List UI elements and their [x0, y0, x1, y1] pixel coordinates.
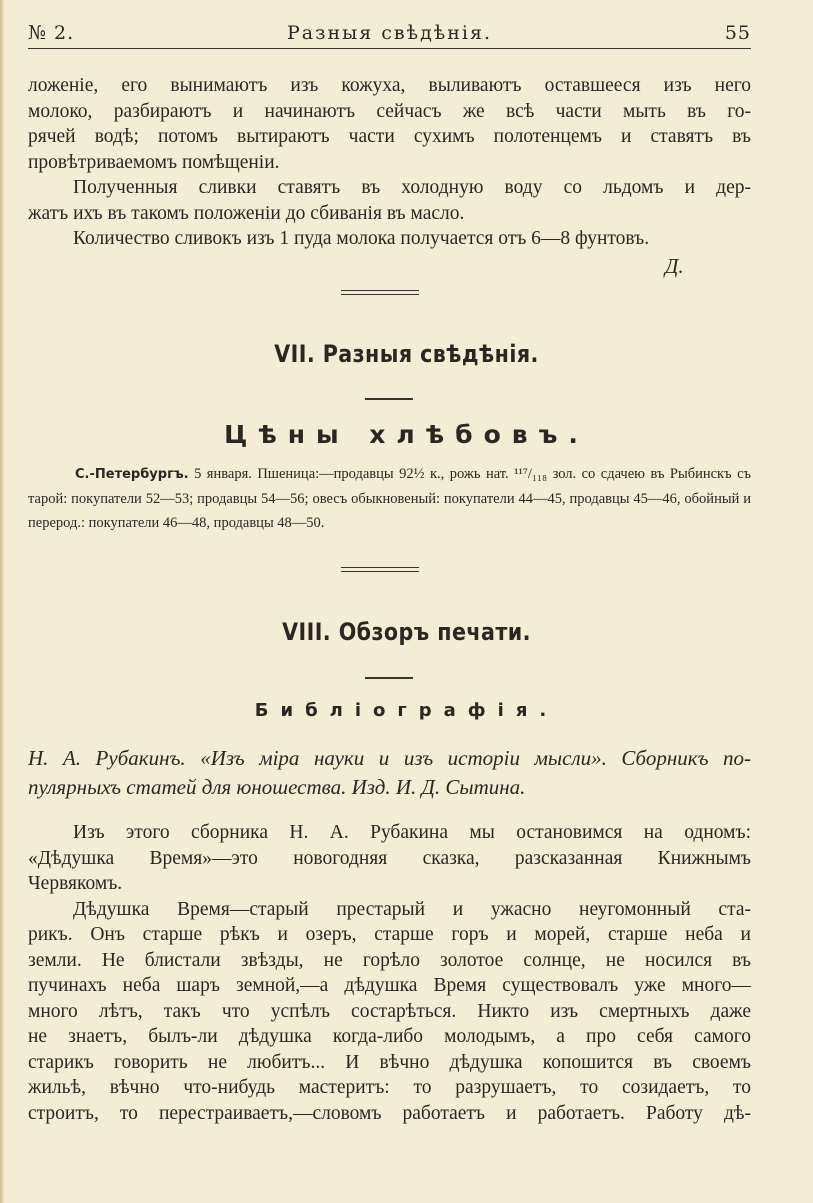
header-rule — [28, 48, 751, 49]
grain-prices-paragraph — [28, 462, 751, 535]
text-line: Полученныя сливки ставятъ въ холодную воду со льдомъ и дер- — [73, 177, 751, 198]
text-line: рячей водѣ; потомъ вытираютъ части сухимъ полотенцемъ и ставятъ въ — [28, 126, 751, 147]
text-line: жатъ ихъ въ такомъ положеніи до сбиванія въ масло. — [28, 202, 465, 224]
section-heading: VII. Разныя свѣдѣнія. — [274, 340, 539, 368]
heading-rule — [365, 677, 413, 679]
text-line: Дѣдушка Время—старый престарый и ужасно неугомонный ста- — [73, 898, 751, 920]
page-number: 55 — [724, 22, 751, 44]
text-line: ложеніе, его вынимаютъ изъ кожуха, выливаютъ оставшееся изъ него — [28, 75, 751, 96]
running-title: Разныя свѣдѣнія. — [286, 22, 492, 44]
text-line: жильѣ, вѣчно что-нибудь мастеритъ: то разрушаетъ, то созидаетъ, то — [28, 1077, 751, 1098]
page-edge — [0, 0, 4, 1203]
prices-text: 5 января. Пшеница:—продавцы 92½ к., рожь нат. ¹¹⁷/₁₁₈ зол. со сдачею въ Рыбинскъ съ тарой: покупатели 52—53; продавцы 54—56; овесъ обыкновеный: покупатели 44—45, продавцы 45—46, обойный и перерод.: покупатели 46—48, продавцы 48—50. — [28, 466, 752, 531]
subsection-heading: Библіографія. — [254, 700, 559, 721]
text-line: провѣтриваемомъ помѣщеніи. — [28, 151, 280, 173]
text-line: пучинахъ неба шаръ земной,—а дѣдушка Время существовалъ уже много— — [28, 975, 751, 996]
text-line: старикъ говорить не любитъ... И вѣчно дѣдушка копошится въ своемъ — [28, 1051, 751, 1073]
author-signature: Д. — [665, 254, 684, 278]
text-line: Изъ этого сборника Н. А. Рубакина мы остановимся на одномъ: — [73, 822, 751, 843]
text-line: Червякомъ. — [28, 873, 123, 894]
city-name: С.-Петербургъ. — [75, 467, 189, 482]
text-line: Количество сливокъ изъ 1 пуда молока получается отъ 6—8 фунтовъ. — [73, 228, 650, 249]
section-divider — [341, 290, 419, 295]
heading-rule — [365, 398, 413, 400]
section-heading: VIII. Обзоръ печати. — [282, 618, 531, 646]
text-line: рикъ. Онъ старше рѣкъ и озеръ, старше горъ и морей, старше неба и — [28, 924, 751, 945]
text-line: строитъ, то перестраиваетъ,—словомъ работаетъ и работаетъ. Работу дѣ- — [28, 1102, 751, 1124]
text-line: не знаетъ, былъ-ли дѣдушка когда-либо молодымъ, а про себя самого — [28, 1026, 751, 1047]
citation-line: Н. А. Рубакинъ. «Изъ міра науки и изъ исторіи мысли». Сборникъ по- — [28, 746, 751, 770]
citation-line: пулярныхъ статей для юношества. Изд. И. Д. Сытина. — [28, 775, 526, 799]
issue-number: № 2. — [28, 22, 75, 44]
top-text-block — [28, 73, 751, 252]
running-header — [28, 22, 751, 48]
review-text — [28, 820, 751, 1126]
text-line: молоко, разбираютъ и начинаютъ сейчасъ же всѣ части мыть въ го- — [28, 100, 751, 122]
section-divider — [341, 567, 419, 572]
bibliography-citation — [28, 744, 751, 802]
text-line: «Дѣдушка Время»—это новогодняя сказка, разсказанная Книжнымъ — [28, 847, 751, 869]
text-line: земли. Не блистали звѣзды, не горѣло золотое солнце, не носился въ — [28, 949, 751, 971]
text-line: много лѣтъ, такъ что успѣлъ состарѣться. Никто изъ смертныхъ даже — [28, 1000, 751, 1022]
subsection-heading: Цѣны хлѣбовъ. — [224, 420, 589, 449]
